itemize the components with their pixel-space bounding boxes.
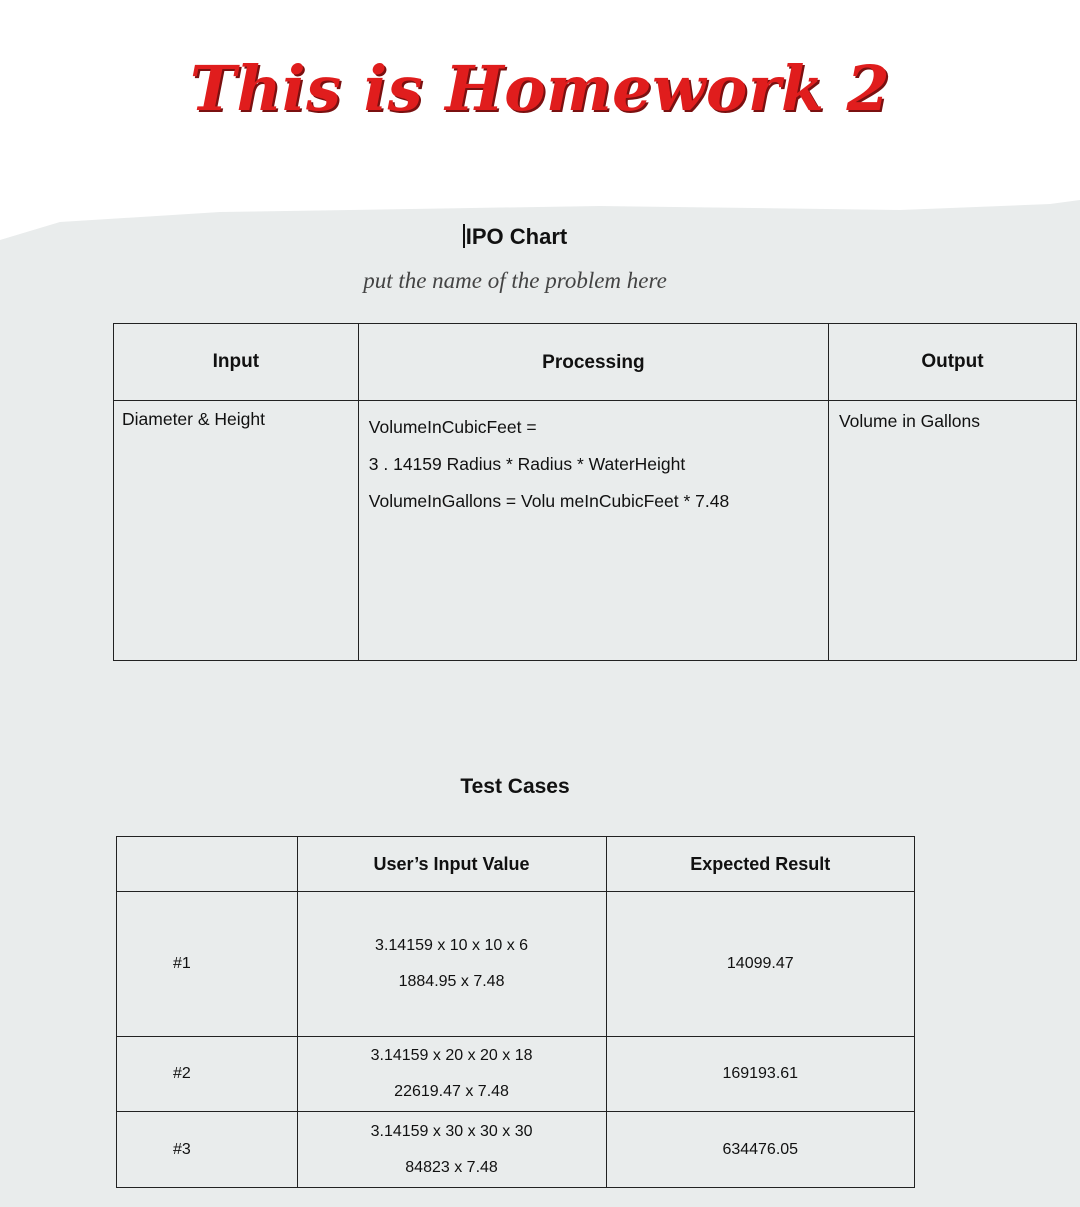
ipo-input-cell: Diameter & Height [114, 401, 359, 661]
test-cases-header-blank [117, 837, 298, 892]
ipo-output-cell: Volume in Gallons [828, 401, 1076, 661]
problem-name-placeholder: put the name of the problem here [363, 268, 667, 293]
ipo-body-row [114, 401, 1077, 661]
table-row [117, 1112, 915, 1188]
test-case-input-line: 22619.47 x 7.48 [394, 1083, 509, 1100]
test-cases-title: Test Cases [460, 775, 570, 798]
test-cases-header-row [117, 837, 915, 892]
ipo-chart-title [0, 224, 1030, 250]
test-case-id: #2 [117, 1037, 298, 1112]
test-case-expected: 14099.47 [606, 892, 914, 1037]
test-case-input-line: 3.14159 x 30 x 30 x 30 [370, 1122, 533, 1140]
test-case-input [297, 1112, 606, 1188]
ipo-processing-cell [358, 401, 828, 661]
test-case-id: #3 [117, 1112, 298, 1188]
page-headline: This is Homework 2 [189, 52, 891, 125]
test-case-expected: 634476.05 [606, 1112, 914, 1188]
test-case-expected: 169193.61 [606, 1037, 914, 1112]
ipo-header-output: Output [828, 324, 1076, 401]
ipo-table [113, 323, 1077, 661]
ipo-header-input: Input [114, 324, 359, 401]
processing-line: VolumeInGallons = Volu meInCubicFeet * 7.48 [368, 491, 730, 511]
test-case-input [297, 892, 606, 1037]
test-cases-header-input: User’s Input Value [297, 837, 606, 892]
ipo-header-processing: Processing [358, 324, 828, 401]
ipo-chart-title-text: IPO Chart [465, 224, 568, 249]
test-case-input [297, 1037, 606, 1112]
test-cases-header-expected: Expected Result [606, 837, 914, 892]
test-cases-table [116, 836, 915, 1188]
text-cursor [463, 224, 465, 248]
test-case-input-line: 1884.95 x 7.48 [398, 973, 505, 990]
test-case-input-line: 3.14159 x 20 x 20 x 18 [370, 1047, 533, 1064]
table-row [117, 1037, 915, 1112]
test-case-input-line: 84823 x 7.48 [405, 1158, 498, 1176]
ipo-header-row [114, 324, 1077, 401]
test-case-input-line: 3.14159 x 10 x 10 x 6 [375, 937, 529, 954]
processing-line: 3 . 14159 Radius * Radius * WaterHeight [368, 454, 686, 474]
table-row [117, 892, 915, 1037]
test-case-id: #1 [117, 892, 298, 1037]
processing-line: VolumeInCubicFeet = [368, 417, 537, 437]
